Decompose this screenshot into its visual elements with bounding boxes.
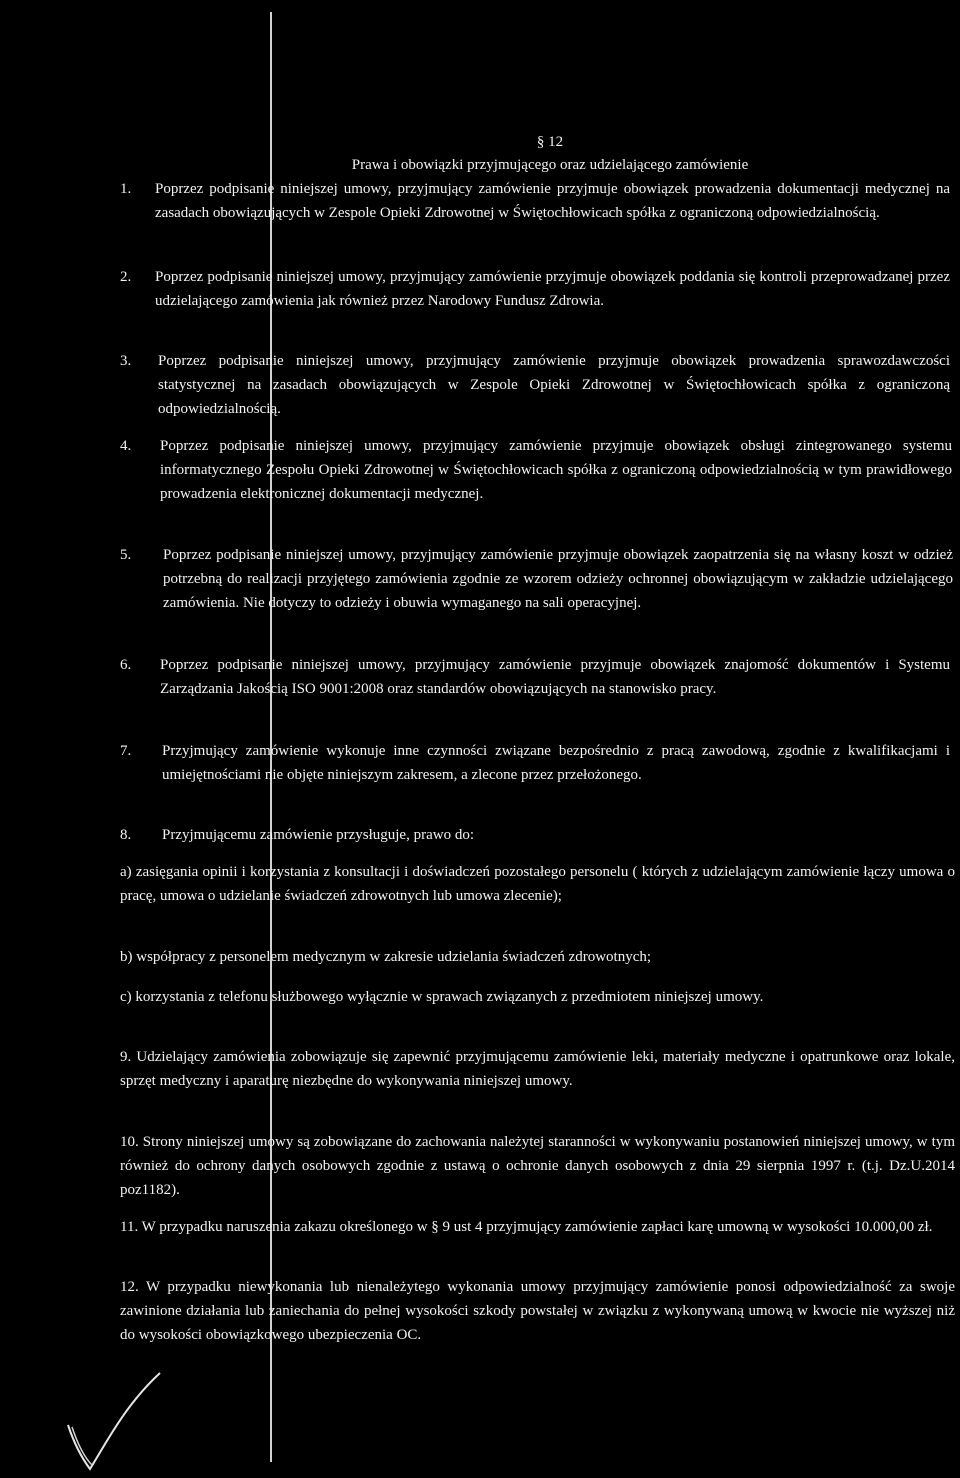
item-text: Poprzez podpisanie niniejszej umowy, przyjmujący zamówienie przyjmuje obowiązek prowadzenia sprawozdawczości statystycznej na zasadach obowiązujących w Zespole Opieki Zdrowotnej w Świętochłowicach spółka z ograniczoną odpowiedzialnością. [158, 353, 950, 417]
item-number: 4. [120, 438, 132, 454]
section-title: Prawa i obowiązki przyjmującego oraz udzielającego zamówienie [351, 157, 749, 173]
item-text: 10. Strony niniejszej umowy są zobowiązane do zachowania należytej staranności w wykonywaniu postanowień niniejszej umowy, w tym również do ochrony danych osobowych zgodnie z ustawą o ochronie danych osobowych z dnia 29 sierpnia 1997 r. (t.j. Dz.U.2014 poz1182). [120, 1134, 955, 1198]
item-text: Poprzez podpisanie niniejszej umowy, przyjmujący zamówienie przyjmuje obowiązek zaopatrzenia się na własny koszt w odzież potrzebną do realizacji przyjętego zamówienia zgodnie ze wzorem odzieży ochronnej obowiązującym w zakładzie udzielającego zamówienia. Nie dotyczy to odzieży i obuwia wymaganego na sali operacyjnej. [163, 547, 953, 611]
item-text: Poprzez podpisanie niniejszej umowy, przyjmujący zamówienie przyjmuje obowiązek poddania się kontroli przeprowadzanej przez udzielającego zamówienia jak również przez Narodowy Fundusz Zdrowia. [155, 269, 950, 309]
item-number: 1. [120, 181, 132, 197]
item-text: 9. Udzielający zamówienia zobowiązuje się zapewnić przyjmującemu zamówienie leki, materiały medyczne i opatrunkowe oraz lokale, sprzęt medyczny i aparaturę niezbędne do wykonywania niniejszej umowy. [120, 1049, 955, 1089]
item-text: Poprzez podpisanie niniejszej umowy, przyjmujący zamówienie przyjmuje obowiązek prowadzenia dokumentacji medycznej na zasadach obowiązujących w Zespole Opieki Zdrowotnej w Świętochłowicach spółka z ograniczoną odpowiedzialnością. [155, 181, 950, 221]
item-number: 7. [120, 743, 132, 759]
item-number: 8. [120, 827, 132, 843]
section-number: § 12 [536, 134, 564, 150]
subitem-text: b) współpracy z personelem medycznym w zakresie udzielania świadczeń zdrowotnych; [120, 949, 652, 965]
subitem-text: c) korzystania z telefonu służbowego wyłącznie w sprawach związanych z przedmiotem niniejszej umowy. [120, 989, 764, 1005]
item-number: 2. [120, 269, 132, 285]
item-text: Poprzez podpisanie niniejszej umowy, przyjmujący zamówienie przyjmuje obowiązek obsługi zintegrowanego systemu informatycznego Zespołu Opieki Zdrowotnej w Świętochłowicach spółka z ograniczoną odpowiedzialnością w tym prawidłowego prowadzenia elektronicznej dokumentacji medycznej. [160, 438, 952, 502]
item-text: Przyjmującemu zamówienie przysługuje, prawo do: [162, 827, 474, 843]
item-number: 5. [120, 547, 132, 563]
item-text: 11. W przypadku naruszenia zakazu określonego w § 9 ust 4 przyjmujący zamówienie zapłaci karę umowną w wysokości 10.000,00 zł. [120, 1219, 933, 1235]
item-text: Poprzez podpisanie niniejszej umowy, przyjmujący zamówienie przyjmuje obowiązek znajomość dokumentów i Systemu Zarządzania Jakością ISO 9001:2008 oraz standardów obowiązujących na stanowisko pracy. [160, 657, 950, 697]
item-text: Przyjmujący zamówienie wykonuje inne czynności związane bezpośrednio z pracą zawodową, zgodnie z kwalifikacjami i umiejętnościami nie objęte niniejszym zakresem, a zlecone przez przełożonego. [162, 743, 950, 783]
subitem-text: a) zasięgania opinii i korzystania z konsultacji i doświadczeń pozostałego personelu ( których z udzielającym zamówienie łączy umowa o pracę, umowa o udzielanie świadczeń zdrowotnych lub umowa zlecenie); [120, 864, 955, 904]
item-number: 6. [120, 657, 132, 673]
item-text: 12. W przypadku niewykonania lub nienależytego wykonania umowy przyjmujący zamówienie ponosi odpowiedzialność za swoje zawinione działania lub zaniechania do pełnej wysokości szkody powstałej w związku z wykonywaną umową w kwocie nie wyższej niż do wysokości obowiązkowego ubezpieczenia OC. [120, 1279, 955, 1343]
item-number: 3. [120, 353, 132, 369]
scan-line [270, 12, 272, 1462]
signature-mark-icon [50, 1365, 170, 1475]
